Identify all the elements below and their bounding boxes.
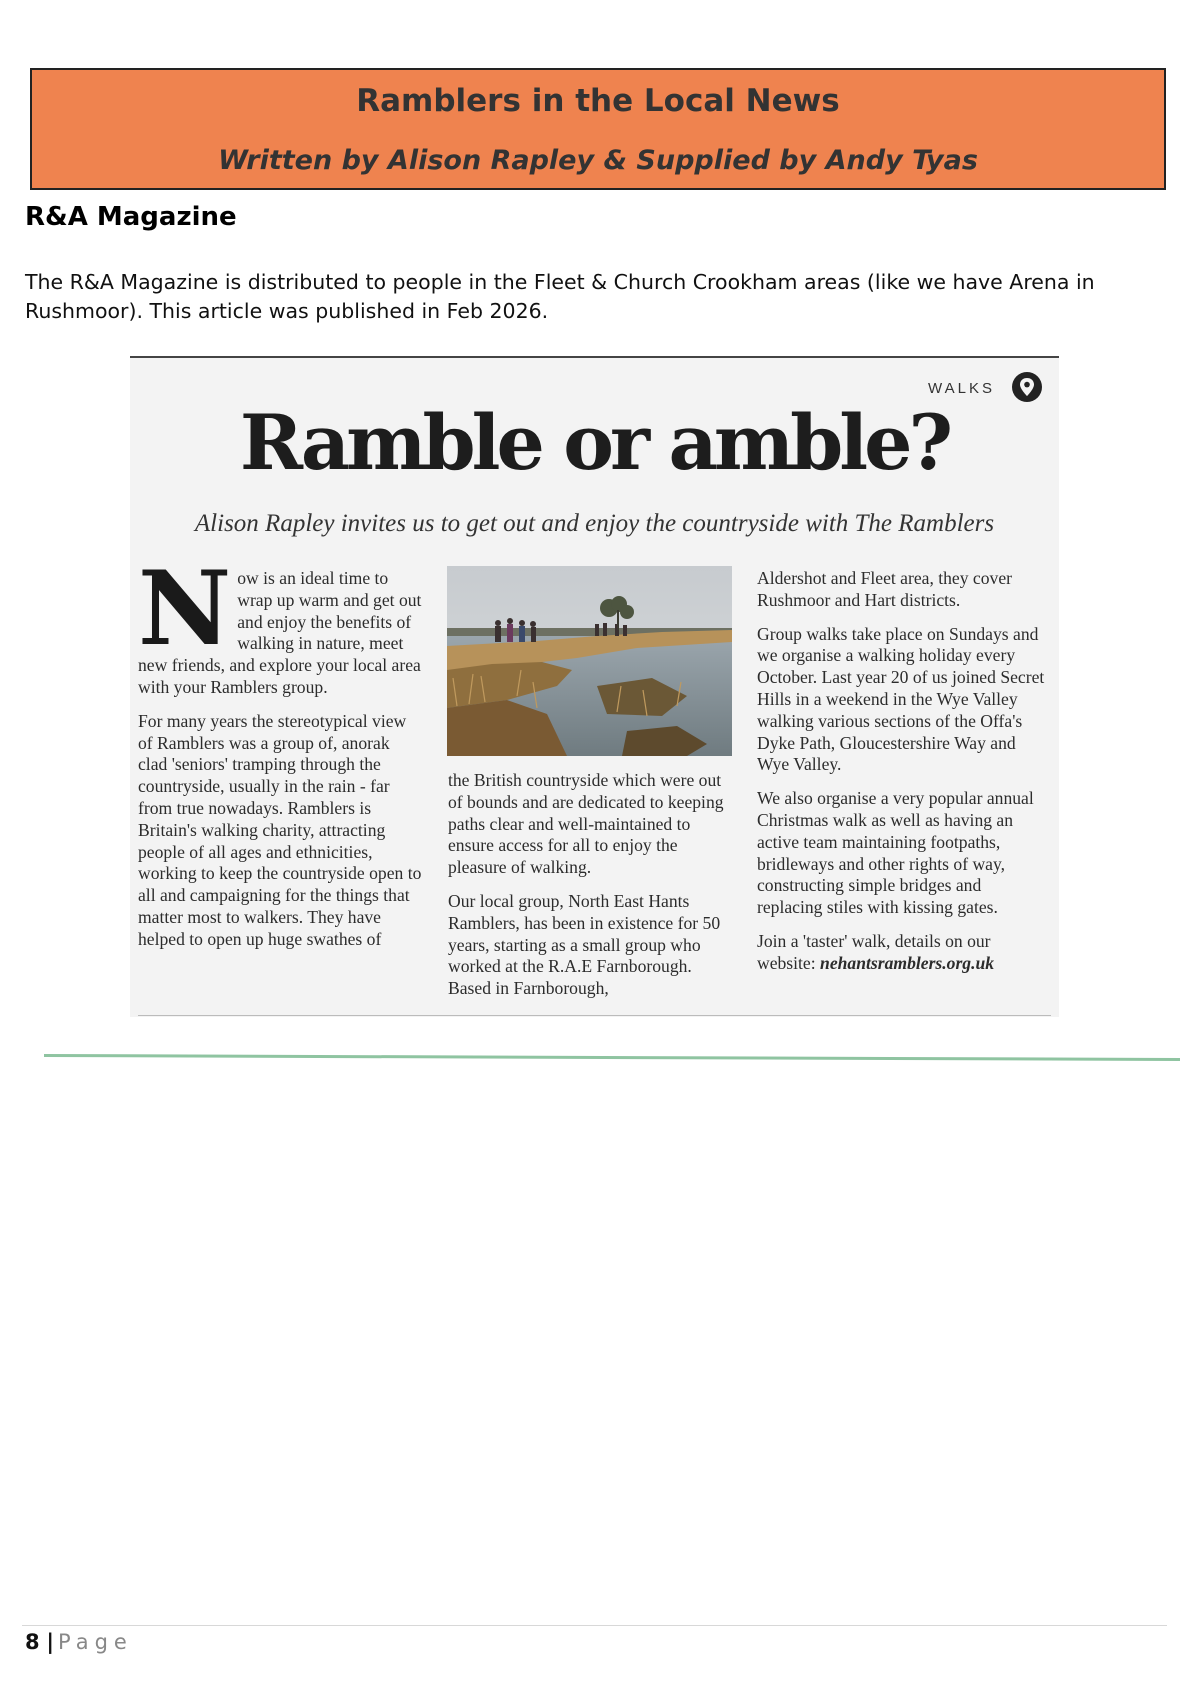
article-paragraph: Group walks take place on Sundays and we organise a walking holiday every October. Last year 20 of us joined Secret Hills in a weekend in the Wye Valley walking various sections of the Offa's Dyke Path, Gloucestershire Way and Wye Valley. xyxy=(757,623,1045,775)
article-column-2 xyxy=(448,770,733,1012)
article-paragraph: Aldershot and Fleet area, they cover Rushmoor and Hart districts. xyxy=(757,568,1013,610)
page-label: Page xyxy=(57,1630,133,1654)
article-paragraph: We also organise a very popular annual Christmas walk as well as having an active team maintaining footpaths, bridleways and other rights of way, constructing simple bridges and replacing stiles with kissing gates. xyxy=(757,788,1034,918)
page-footer xyxy=(25,1630,133,1654)
section-divider xyxy=(44,1054,1180,1061)
walkers-photo xyxy=(447,566,732,756)
footer-rule xyxy=(22,1625,1167,1626)
article-standfirst: Alison Rapley invites us to get out and enjoy the countryside with The Ramblers xyxy=(194,510,995,537)
article-headline: Ramble or amble? xyxy=(239,398,950,487)
article-paragraph: For many years the stereotypical view of Ramblers was a group of, anorak clad 'seniors' tramping through the countryside, usually in the rain - far from true nowadays. Ramblers is Britain's walking charity, attracting people of all ages and ethnicities, working to keep the countryside open to all and campaigning for the things that matter most to walkers. They have helped to open up huge swathes of xyxy=(138,710,422,949)
article-paragraph: the British countryside which were out of bounds and are dedicated to keeping paths clear and well-maintained to ensure access for all to enjoy the pleasure of walking. xyxy=(448,770,724,878)
article-paragraph: ow is an ideal time to wrap up warm and get out and enjoy the benefits of walking in nature, meet new friends, and explore your local area with your Ramblers group. xyxy=(138,568,422,697)
article-paragraph: Our local group, North East Hants Ramblers, has been in existence for 50 years, starting as a small group who worked at the R.A.E Farnborough. Based in Farnborough, xyxy=(448,890,721,999)
section-heading: R&A Magazine xyxy=(25,202,237,232)
article-closing xyxy=(757,931,1047,975)
article-column-1 xyxy=(138,549,423,963)
website-link[interactable]: nehantsramblers.org.uk xyxy=(820,952,995,973)
magazine-clipping xyxy=(130,356,1059,1017)
intro-paragraph: The R&A Magazine is distributed to people in the Fleet & Church Crookham areas (like we have Arena in Rushmoor). This article was published in Feb 2026. xyxy=(25,270,1095,323)
article-column-3 xyxy=(757,568,1047,987)
page-number: 8 xyxy=(25,1630,40,1654)
title-banner xyxy=(30,68,1166,190)
banner-subtitle: Written by Alison Rapley & Supplied by Andy Tyas xyxy=(218,145,978,176)
closing-text: Join a 'taster' walk, details on our website: xyxy=(757,930,991,973)
category-label: WALKS xyxy=(928,380,995,397)
banner-title: Ramblers in the Local News xyxy=(356,83,840,119)
page-separator: | xyxy=(46,1630,54,1654)
drop-cap: N xyxy=(138,549,232,669)
clipping-bottom-rule xyxy=(138,1015,1051,1016)
